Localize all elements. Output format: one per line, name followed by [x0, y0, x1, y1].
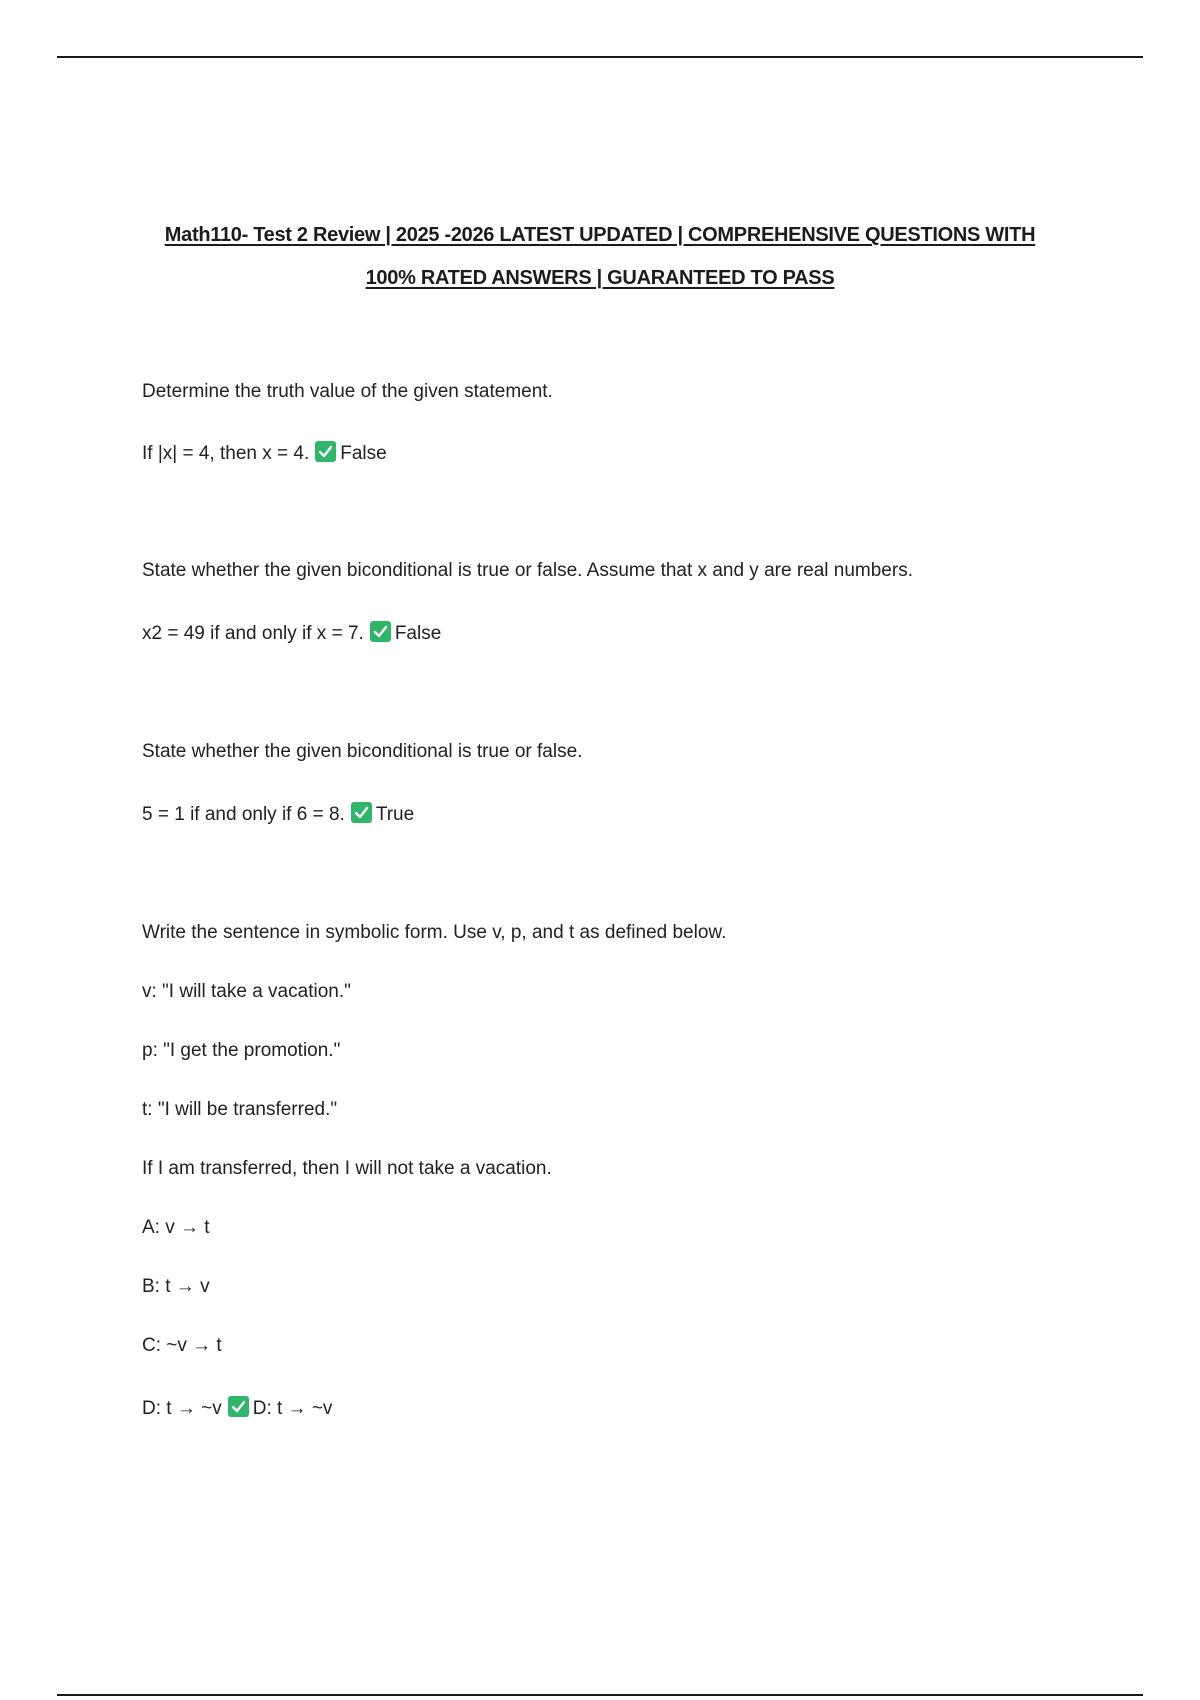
header-rule: [57, 56, 1143, 58]
question-3-answer: True: [375, 804, 415, 825]
definition-p: p: "I get the promotion.": [142, 1040, 341, 1061]
question-1-prompt: Determine the truth value of the given statement.: [142, 381, 553, 402]
question-2-statement: x2 = 49 if and only if x = 7.: [142, 623, 364, 644]
question-3-prompt: State whether the given biconditional is true or false.: [142, 741, 583, 762]
question-1-statement-line: [142, 441, 387, 466]
check-mark-icon: [351, 802, 372, 823]
option-d-line: [142, 1396, 332, 1421]
question-2-prompt: State whether the given biconditional is true or false. Assume that x and y are real numbers.: [142, 560, 913, 581]
question-2-statement-line: [142, 621, 441, 646]
question-1-answer: False: [340, 443, 387, 464]
title-line-2: 100% RATED ANSWERS | GUARANTEED TO PASS: [365, 267, 835, 289]
check-mark-icon: [370, 621, 391, 642]
definition-v: v: "I will take a vacation.": [142, 981, 351, 1002]
question-3-statement: 5 = 1 if and only if 6 = 8.: [142, 804, 345, 825]
document-title: [120, 214, 1080, 300]
option-b: B: t → v: [142, 1276, 210, 1297]
question-1-statement: If |x| = 4, then x = 4.: [142, 443, 310, 464]
title-line-1: Math110- Test 2 Review | 2025 -2026 LATEST UPDATED | COMPREHENSIVE QUESTIONS WITH: [164, 224, 1036, 246]
option-d: D: t → ~v: [142, 1398, 222, 1419]
definition-t: t: "I will be transferred.": [142, 1099, 338, 1120]
question-4-sentence: If I am transferred, then I will not take a vacation.: [142, 1158, 552, 1179]
check-mark-icon: [315, 441, 336, 462]
option-a: A: v → t: [142, 1217, 210, 1238]
footer-rule: [57, 1694, 1143, 1696]
question-4-answer: D: t → ~v: [252, 1398, 333, 1419]
option-c: C: ~v → t: [142, 1335, 222, 1356]
question-4-prompt: Write the sentence in symbolic form. Use v, p, and t as defined below.: [142, 922, 727, 943]
check-mark-icon: [228, 1396, 249, 1417]
question-3-statement-line: [142, 802, 414, 827]
question-2-answer: False: [394, 623, 442, 644]
